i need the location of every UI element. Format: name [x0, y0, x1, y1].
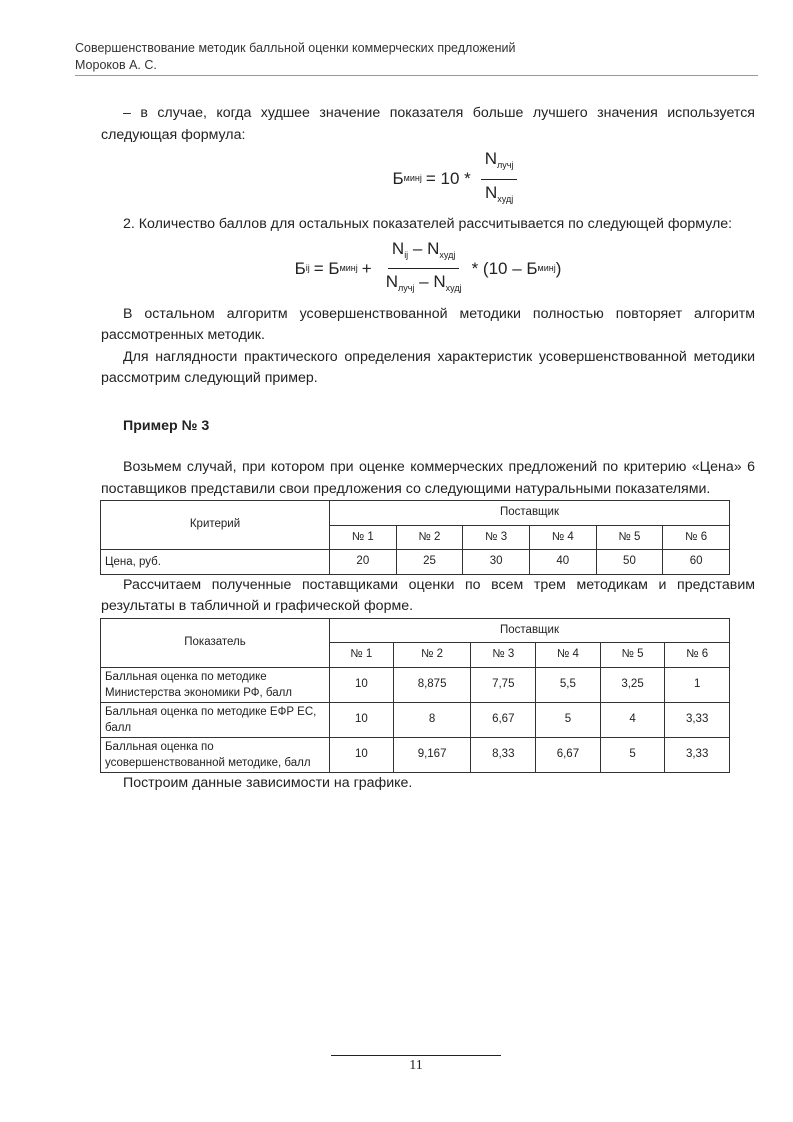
paragraph: Возьмем случай, при котором при оценке коммерческих предложений по критерию «Цена» 6 поставщиков представили свои предложения со следующими натуральными показателями. — [101, 459, 755, 497]
example-heading: Пример № 3 — [123, 417, 210, 434]
formula-min-score: Б минj = 10 * $\frac{N_{лучj}}{N_{худj}}$ — [161, 148, 755, 210]
paragraph: 2. Количество баллов для остальных показателей рассчитывается по следующей формуле: — [123, 216, 733, 232]
header-author: Мороков А. С. — [75, 58, 157, 72]
page-number: 11 — [409, 1058, 423, 1073]
table-row: Балльная оценка по методике Министерства экономики РФ, балл 10 8,875 7,75 5,5 3,25 1 — [101, 667, 730, 702]
page-body — [101, 103, 755, 794]
running-header — [75, 40, 758, 74]
paragraph: Построим данные зависимости на графике. — [123, 774, 413, 791]
table-row: Балльная оценка по методике ЕФР ЕС, балл 10 8 6,67 5 4 3,33 — [101, 702, 730, 737]
paragraph: Для наглядности практического определения характеристик усовершенствованной методики рассмотрим следующий пример. — [101, 348, 755, 386]
price-table: Критерий Поставщик № 1 № 2 № 3 № 4 № 5 № 6 Цена, руб. 20 25 30 40 50 60 — [100, 500, 730, 575]
header-divider — [75, 75, 758, 76]
table-row: Балльная оценка по усовершенствованной методике, балл 10 9,167 8,33 6,67 5 3,33 — [101, 737, 730, 772]
fraction: $\frac{N_{ij} - N_{худj}}{N_{лучj} - N_{худj}}$ — [385, 238, 462, 293]
header-title: Совершенствование методик балльной оценки коммерческих предложений — [75, 41, 516, 55]
fraction: $\frac{N_{лучj}}{N_{худj}}$ — [481, 148, 518, 210]
table-row: Цена, руб. 20 25 30 40 50 60 — [101, 550, 730, 575]
paragraph: В остальном алгоритм усовершенствованной методики полностью повторяет алгоритм рассмотренных методик. — [101, 305, 755, 343]
footer-divider — [331, 1055, 501, 1056]
paragraph: Рассчитаем полученные поставщиками оценки по всем трем методикам и представим результаты в табличной и графической форме. — [101, 576, 755, 614]
formula-score: Б ij = Б минj + $\frac{N_{ij} - N_{худj}}{N_{лучj} - N_{худj}}$ * (10 – Б минj ) — [101, 238, 755, 300]
scores-table: Показатель Поставщик № 1 № 2 № 3 № 4 № 5 № 6 Балльная оценка по методике Министерства экономики РФ, балл 10 8,875 7,75 5,5 3,25 1 Балльная оценка по методике ЕФР ЕС, балл 10 8 6,67 5 4 3,33 Балльная оценка по усовершенствованной методике, балл 10 9,167 8,33 6,67 5 3,33 — [100, 618, 730, 773]
paragraph: – в случае, когда худшее значение показателя больше лучшего значения используется следующая формула: — [101, 105, 755, 143]
